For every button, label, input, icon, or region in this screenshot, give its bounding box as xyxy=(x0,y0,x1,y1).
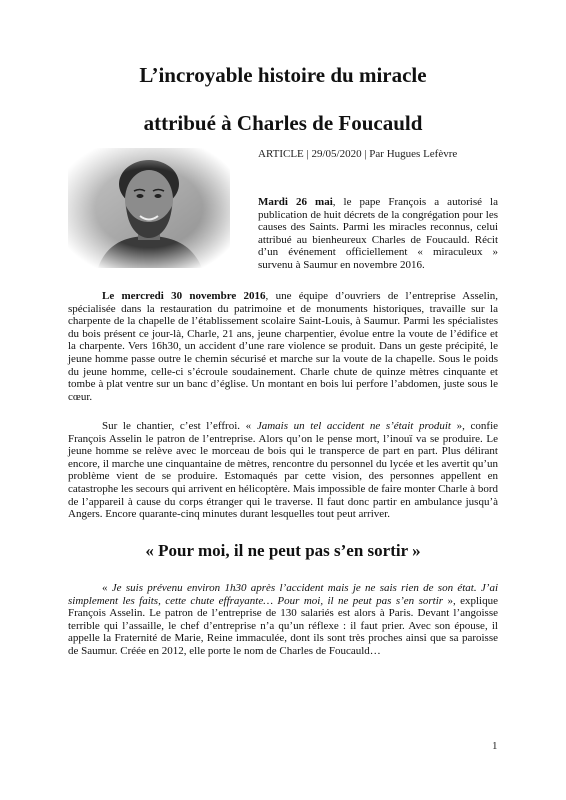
portrait-photo xyxy=(68,148,230,268)
page-number: 1 xyxy=(492,740,498,752)
intro-text: , le pape François a autorisé la publication de huit décrets de la congrégation pour les causes des Saints. Parmi les miracles reconnus, celui attribué au bienheureux Charles de Foucauld. Récit d’un événement officiellement « miraculeux » survenu à Saumur en novembre 2016. xyxy=(258,196,498,271)
body-paragraph-3-quote: Je suis prévenu environ 1h30 après l’accident mais je ne sais rien de son état. J’ai simplement les faits, cette chute effrayante… Pour moi, il ne peut pas s’en sortir xyxy=(68,582,499,607)
section-heading: « Pour moi, il ne peut pas s’en sortir » xyxy=(145,541,421,560)
body-paragraph-2-before: Sur le chantier, c’est l’effroi. « xyxy=(102,420,257,432)
body-paragraph-3-before: « xyxy=(102,582,112,594)
article-title-line-1: L’incroyable histoire du miracle xyxy=(139,63,427,87)
body-paragraph-2 xyxy=(68,420,498,521)
body-paragraph-2-after: », confie François Asselin le patron de l’entreprise. Alors qu’on le pense mort, l’inouï va se produire. Le jeune homme se relève avec le morceau de bois qui le transperce de part en part. Plus délirant encore, il marche une cinquantaine de mètres, rencontre du personnel du lycée et les avertit qu’un problème vient de se produire. Estomaqués par cette vision, des personnes appellent en catastrophe les secours qui arrivent en hélicoptère. Mais impossible de faire monter Charle à bord de l’appareil à cause du corps étranger qui le traverse. Il faut donc partir en ambulance jusqu’à Angers. Encore quarante-cinq minutes durant lesquelles tout peut arriver. xyxy=(68,420,499,521)
intro-lead: Mardi 26 mai xyxy=(258,196,333,208)
article-title-line-2: attribué à Charles de Foucauld xyxy=(143,111,423,135)
intro-paragraph xyxy=(258,196,498,272)
portrait-image xyxy=(68,148,230,268)
body-paragraph-1 xyxy=(68,290,498,403)
body-paragraph-3 xyxy=(68,582,498,658)
article-meta: ARTICLE | 29/05/2020 | Par Hugues Lefèvre xyxy=(258,148,458,160)
body-paragraph-1-lead: Le mercredi 30 novembre 2016 xyxy=(102,290,266,302)
body-paragraph-1-text: , une équipe d’ouvriers de l’entreprise Asselin, spécialisée dans la restauration du patrimoine et de monuments historiques, travaille sur la charpente de la chapelle de l’établissement scolaire Saint-Louis, à Saumur. Parmi les spécialistes du bois présent ce jour-là, Charle, 21 ans, jeune charpentier, évolue entre la voute de l’édifice et la charpente. Vers 16h30, un accident d’une rare violence se produit. Dans un geste précipité, le jeune homme passe outre le chemin sécurisé et marche sur la voute de la chapelle. Sous le poids du jeune homme, celle-ci s’écroule soudainement. Charle chute de quinze mètres cinquante et tombe à plat ventre sur un banc d’église. Un montant en bois lui perfore l’abdomen, juste sous le cœur. xyxy=(68,290,498,403)
body-paragraph-3-after: », explique François Asselin. Le patron de l’entreprise de 130 salariés est alors à Paris. Devant l’angoisse terrible qui l’assaille, le chef d’entreprise n’a qu’un réflexe : il faut prier. Avec son épouse, il appelle la Fraternité de Marie, Reine immaculée, dont ils sont très proches ainsi que sa paroisse de Saumur. Créée en 2012, elle porte le nom de Charles de Foucauld… xyxy=(68,594,498,657)
body-paragraph-2-quote: Jamais un tel accident ne s’était produit xyxy=(256,420,451,432)
